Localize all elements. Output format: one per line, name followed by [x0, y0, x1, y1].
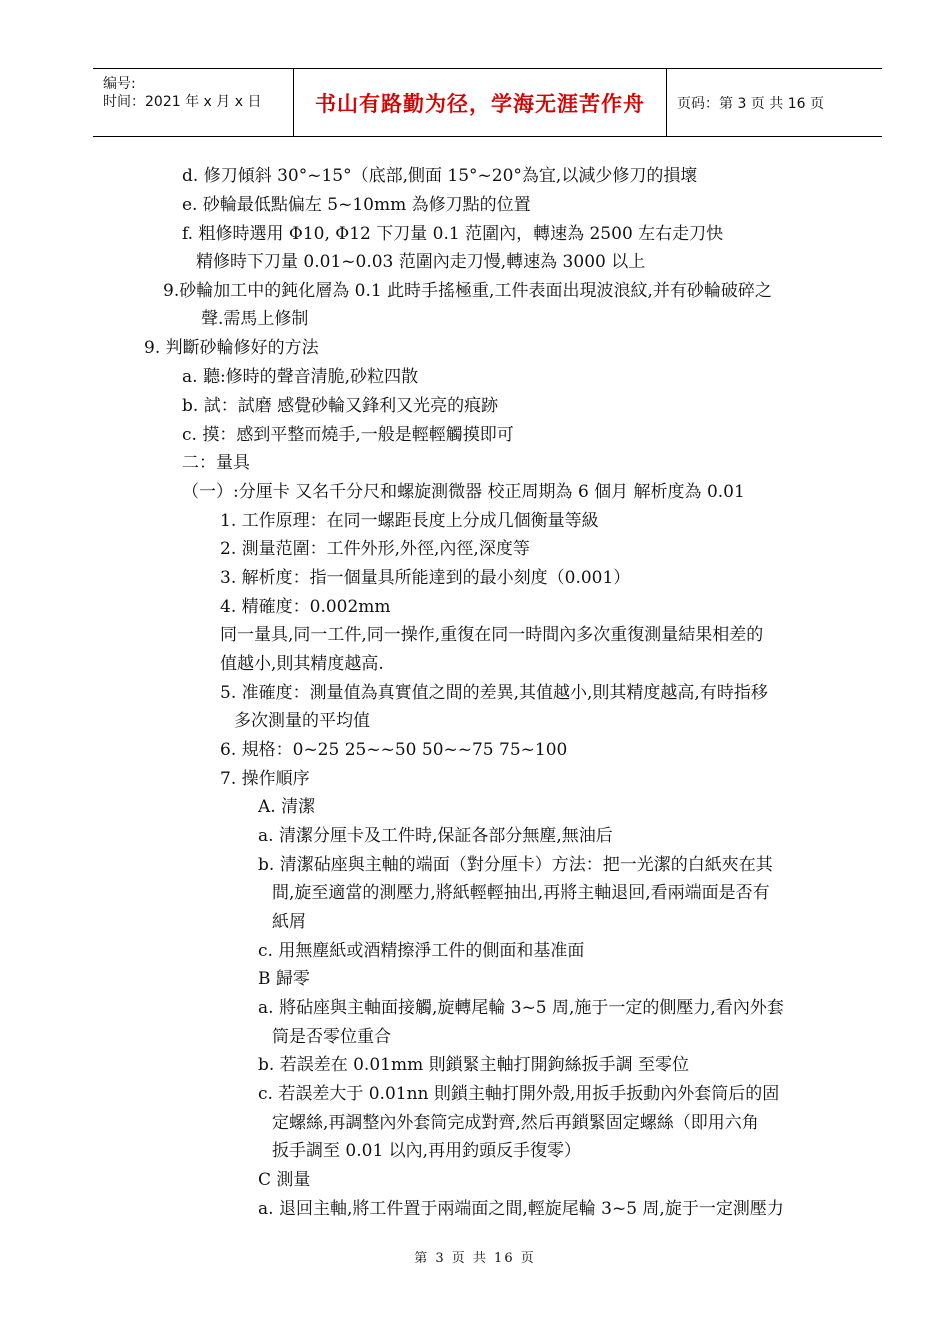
text-line: b. 試：試磨 感覺砂輪又鋒利又光亮的痕跡: [182, 396, 499, 416]
text-line: B 歸零: [258, 969, 310, 989]
text-line: 間,旋至適當的測壓力,將紙輕輕抽出,再將主軸退回,看兩端面是否有: [272, 883, 770, 903]
serial-label: 编号:: [103, 76, 136, 92]
text-line: 4. 精確度：0.002mm: [220, 597, 391, 617]
page-info-cell: [667, 69, 882, 136]
text-line: （一）:分厘卡 又名千分尺和螺旋測微器 校正周期為 6 個月 解析度為 0.01: [182, 482, 745, 502]
text-line: e. 砂輪最低點偏左 5~10mm 為修刀點的位置: [182, 195, 531, 215]
text-line: 多次測量的平均值: [234, 711, 370, 731]
motto: 书山有路勤为径，学海无涯苦作舟: [294, 69, 667, 136]
text-line: 值越小,則其精度越高.: [220, 654, 384, 674]
text-line: 1. 工作原理：在同一螺距長度上分成几個衡量等級: [220, 511, 599, 531]
header-table: [93, 68, 882, 137]
text-line: 6. 規格：0~25 25~~50 50~~75 75~100: [220, 740, 568, 760]
text-line: A. 清潔: [258, 797, 316, 817]
text-line: a. 清潔分厘卡及工件時,保証各部分無塵,無油后: [258, 826, 613, 846]
text-line: 二：量具: [182, 453, 250, 473]
text-line: 紙屑: [272, 912, 306, 932]
text-line: f. 粗修時選用 Φ10, Φ12 下刀量 0.1 范圍內，轉速為 2500 左右走刀快: [182, 224, 724, 244]
page-footer: 第 3 页 共 16 页: [414, 1251, 536, 1266]
text-line: 同一量具,同一工件,同一操作,重復在同一時間內多次重復測量結果相差的: [220, 625, 764, 645]
text-line: 筒是否零位重合: [272, 1027, 391, 1047]
page-info: 页码：第 3 页 共 16 页: [677, 95, 824, 112]
text-line: b. 若誤差在 0.01mm 則鎖緊主軸打開鉤絲扳手調 至零位: [258, 1055, 689, 1075]
text-line: a. 將砧座與主軸面接觸,旋轉尾輪 3~5 周,施于一定的側壓力,看內外套: [258, 998, 784, 1018]
text-line: d. 修刀傾斜 30°~15°（底部,側面 15°~20°為宜,以減少修刀的損壞: [182, 166, 698, 186]
time-label: 时间：2021 年 x 月 x 日: [103, 94, 262, 110]
text-line: a. 聽:修時的聲音清脆,砂粒四散: [182, 367, 419, 387]
header-meta: [93, 69, 294, 136]
text-line: 定螺絲,再調整內外套筒完成對齊,然后再鎖緊固定螺絲（即用六角: [272, 1113, 759, 1133]
text-line: 扳手調至 0.01 以內,再用釣頭反手復零）: [272, 1141, 582, 1161]
text-line: c. 用無塵紙或酒精擦淨工件的側面和基准面: [258, 941, 585, 961]
text-line: c. 若誤差大于 0.01nn 則鎖主軸打開外殼,用扳手扳動內外套筒后的固: [258, 1084, 780, 1104]
text-line: 5. 准確度：測量值為真實值之間的差異,其值越小,則其精度越高,有時指移: [220, 683, 768, 703]
text-line: 7. 操作順序: [220, 769, 310, 789]
text-line: 精修時下刀量 0.01~0.03 范圍內走刀慢,轉速為 3000 以上: [196, 252, 646, 272]
text-line: 2. 測量范圍：工件外形,外徑,內徑,深度等: [220, 539, 530, 559]
text-line: C 測量: [258, 1170, 311, 1190]
text-line: a. 退回主軸,將工件置于兩端面之間,輕旋尾輪 3~5 周,旋于一定測壓力: [258, 1199, 784, 1219]
text-line: 3. 解析度：指一個量具所能達到的最小刻度（0.001）: [220, 568, 631, 588]
text-line: b. 清潔砧座與主軸的端面（對分厘卡）方法：把一光潔的白紙夾在其: [258, 855, 773, 875]
text-line: 9. 判斷砂輪修好的方法: [144, 338, 319, 358]
text-line: 聲.需馬上修制: [201, 309, 309, 329]
text-line: 9.砂輪加工中的鈍化層為 0.1 此時手搖極重,工件表面出現波浪紋,并有砂輪破碎之: [163, 281, 772, 301]
text-line: c. 摸：感到平整而燒手,一般是輕輕觸摸即可: [182, 425, 514, 445]
